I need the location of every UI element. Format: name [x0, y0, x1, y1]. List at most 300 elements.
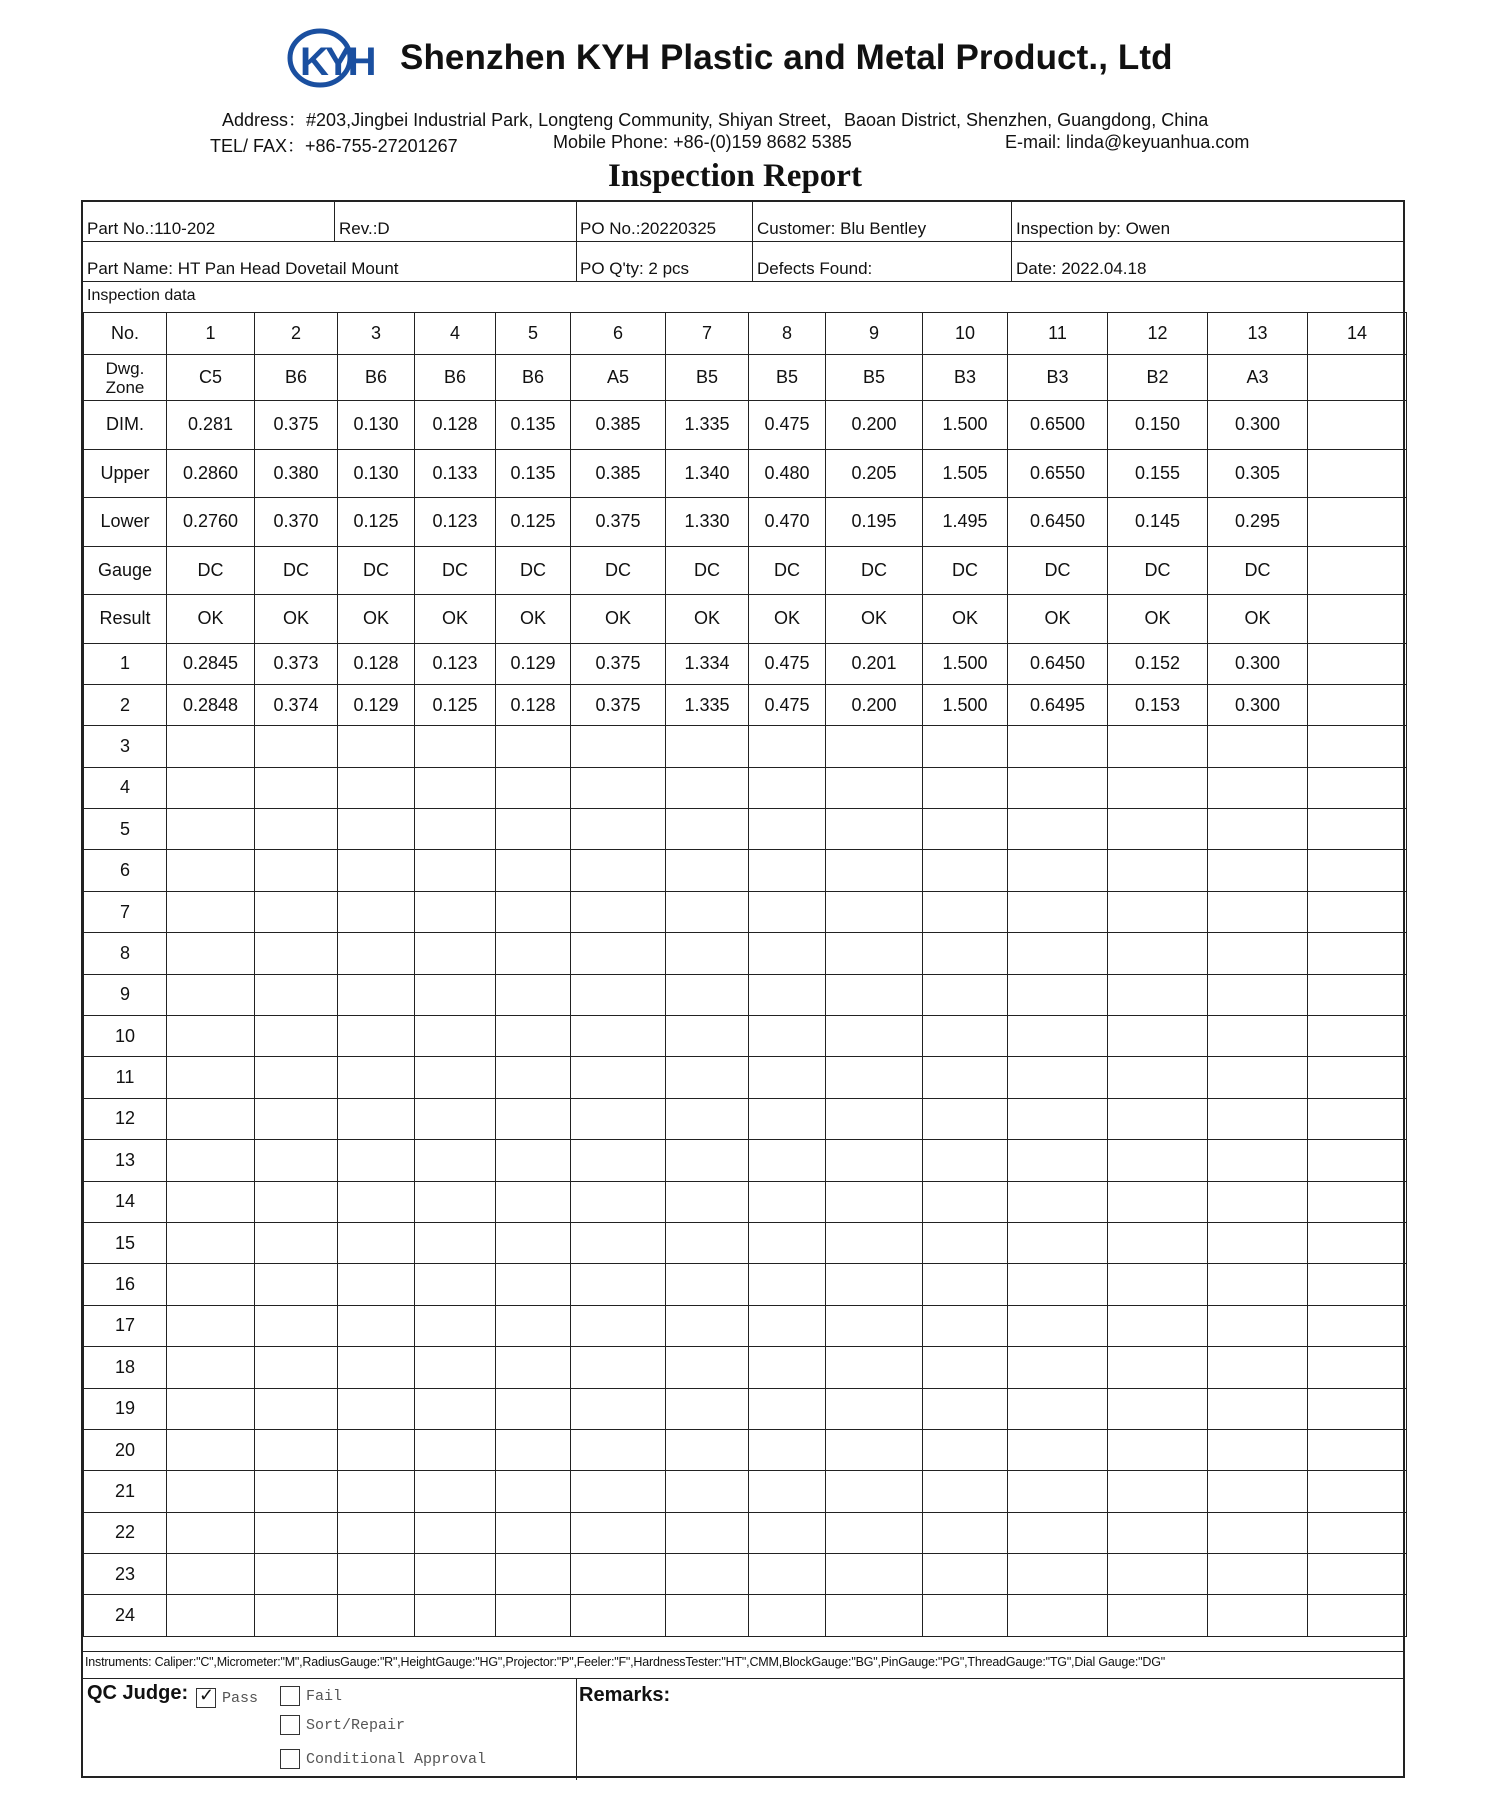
measurement-cell — [666, 1595, 749, 1636]
measurement-cell: 0.374 — [255, 684, 338, 725]
measurement-cell — [1308, 1016, 1407, 1057]
measurement-cell — [923, 809, 1008, 850]
part-name: Part Name: HT Pan Head Dovetail Mount — [87, 259, 399, 278]
measurement-cell — [749, 1429, 826, 1470]
spec-value-cell: DC — [571, 546, 666, 595]
measurement-cell — [749, 809, 826, 850]
measurement-cell — [749, 1016, 826, 1057]
divider — [334, 202, 335, 241]
measurement-cell — [255, 1181, 338, 1222]
measurement-cell — [571, 1057, 666, 1098]
measurement-cell — [255, 1554, 338, 1595]
measurement-cell: 0.129 — [338, 684, 415, 725]
table-row — [84, 1471, 1407, 1512]
measurement-cell — [338, 1388, 415, 1429]
table-row — [84, 643, 1407, 684]
measurement-cell — [749, 1181, 826, 1222]
po-number: PO No.:20220325 — [580, 219, 717, 238]
measurement-cell — [338, 850, 415, 891]
table-row — [84, 1140, 1407, 1181]
measurement-cell — [167, 1305, 255, 1346]
measurement-cell — [1308, 643, 1407, 684]
spec-value-cell: OK — [1008, 595, 1108, 644]
measurement-cell — [571, 1512, 666, 1553]
qc-judge-label: QC Judge: — [87, 1682, 189, 1704]
spec-value-cell: 1.495 — [923, 498, 1008, 547]
measurement-cell — [826, 767, 923, 808]
table-row — [84, 1429, 1407, 1470]
measurement-cell — [1108, 1181, 1208, 1222]
measurement-cell — [1108, 726, 1208, 767]
measurement-cell — [923, 974, 1008, 1015]
measurement-cell: 0.128 — [496, 684, 571, 725]
spec-value-cell — [1308, 595, 1407, 644]
measurement-cell — [338, 1098, 415, 1139]
instruments-legend: Instruments: Caliper:"C",Micrometer:"M",RadiusGauge:"R",HeightGauge:"HG",Projector:"P",Feeler:"F",HardnessTester:"HT",CMM,BlockGauge:"BG",PinGauge:"PG",ThreadGauge:"TG",Dial Gauge:"DG" — [85, 1655, 1165, 1669]
measurement-cell — [496, 1222, 571, 1263]
measurement-cell — [1008, 1554, 1108, 1595]
measurement-cell — [1008, 767, 1108, 808]
measurement-cell — [415, 1554, 496, 1595]
measurement-cell — [1108, 1098, 1208, 1139]
measurement-cell — [826, 1388, 923, 1429]
measurement-cell — [167, 1347, 255, 1388]
measurement-cell — [666, 1016, 749, 1057]
measurement-cell — [571, 933, 666, 974]
table-row — [84, 891, 1407, 932]
spec-value-cell: OK — [666, 595, 749, 644]
sample-number-cell: 15 — [84, 1222, 167, 1263]
measurement-cell — [1108, 974, 1208, 1015]
measurement-cell — [666, 767, 749, 808]
measurement-cell — [338, 1305, 415, 1346]
measurement-cell — [167, 1098, 255, 1139]
sort-repair-checkbox[interactable] — [280, 1715, 300, 1735]
measurement-cell — [167, 1554, 255, 1595]
measurement-cell — [1308, 1388, 1407, 1429]
measurement-cell: 1.500 — [923, 643, 1008, 684]
measurement-cell — [923, 726, 1008, 767]
spec-value-cell: B5 — [749, 355, 826, 401]
measurement-cell — [496, 1264, 571, 1305]
measurement-cell — [1208, 1098, 1308, 1139]
measurement-cell — [1208, 1264, 1308, 1305]
measurement-cell — [255, 1222, 338, 1263]
column-number-cell: 6 — [571, 313, 666, 355]
column-number-cell: 14 — [1308, 313, 1407, 355]
measurement-cell — [1108, 1347, 1208, 1388]
company-mobile: Mobile Phone: +86-(0)159 8682 5385 — [553, 132, 852, 152]
measurement-cell — [338, 1222, 415, 1263]
measurement-cell — [826, 1429, 923, 1470]
measurement-cell — [666, 850, 749, 891]
measurement-cell — [255, 974, 338, 1015]
measurement-cell — [923, 891, 1008, 932]
measurement-cell — [338, 933, 415, 974]
measurement-cell — [255, 933, 338, 974]
measurement-cell — [496, 1181, 571, 1222]
measurement-cell — [1108, 767, 1208, 808]
spec-row — [84, 498, 1407, 547]
measurement-cell — [415, 809, 496, 850]
spec-value-cell: 0.6500 — [1008, 401, 1108, 450]
measurement-cell — [1008, 891, 1108, 932]
spec-value-cell: OK — [571, 595, 666, 644]
measurement-cell — [1208, 1388, 1308, 1429]
sample-number-cell: 11 — [84, 1057, 167, 1098]
measurement-cell — [666, 891, 749, 932]
spec-value-cell: B3 — [1008, 355, 1108, 401]
measurement-cell — [666, 1512, 749, 1553]
measurement-cell — [826, 1471, 923, 1512]
measurement-cell — [826, 1264, 923, 1305]
spec-value-cell: C5 — [167, 355, 255, 401]
measurement-cell: 0.6495 — [1008, 684, 1108, 725]
measurement-cell — [1308, 1512, 1407, 1553]
measurement-cell — [749, 1098, 826, 1139]
measurement-cell — [571, 1471, 666, 1512]
measurement-cell — [749, 1057, 826, 1098]
measurement-cell — [1308, 1098, 1407, 1139]
spec-value-cell: OK — [923, 595, 1008, 644]
table-row — [84, 767, 1407, 808]
spec-value-cell: 0.300 — [1208, 401, 1308, 450]
row-label-cell: Result — [84, 595, 167, 644]
table-row — [84, 974, 1407, 1015]
measurement-cell — [826, 850, 923, 891]
spec-value-cell: DC — [666, 546, 749, 595]
kyh-logo-icon — [286, 28, 394, 88]
measurement-cell — [338, 891, 415, 932]
measurement-cell — [826, 1140, 923, 1181]
measurement-cell: 0.2845 — [167, 643, 255, 684]
measurement-cell — [571, 1181, 666, 1222]
pass-checkbox[interactable] — [196, 1685, 216, 1708]
measurement-cell — [826, 1098, 923, 1139]
measurement-cell — [1308, 1181, 1407, 1222]
sample-number-cell: 3 — [84, 726, 167, 767]
measurement-cell — [1008, 1016, 1108, 1057]
measurement-cell — [571, 1305, 666, 1346]
measurement-cell — [1208, 891, 1308, 932]
measurement-cell — [415, 891, 496, 932]
measurement-cell — [496, 1429, 571, 1470]
measurement-cell — [1108, 1471, 1208, 1512]
measurement-cell — [1208, 1181, 1308, 1222]
spec-row — [84, 355, 1407, 401]
spec-value-cell: DC — [496, 546, 571, 595]
measurement-cell — [1008, 1222, 1108, 1263]
sort-repair-label: Sort/Repair — [306, 1717, 406, 1734]
measurement-cell — [415, 1305, 496, 1346]
measurement-cell — [749, 974, 826, 1015]
measurement-cell: 1.334 — [666, 643, 749, 684]
spec-row — [84, 449, 1407, 498]
spec-value-cell: B6 — [496, 355, 571, 401]
table-row — [84, 1347, 1407, 1388]
table-row — [84, 1554, 1407, 1595]
measurement-cell — [1208, 1057, 1308, 1098]
measurement-cell: 0.6450 — [1008, 643, 1108, 684]
measurement-cell — [1108, 1595, 1208, 1636]
measurement-cell — [1008, 1140, 1108, 1181]
table-row — [84, 1222, 1407, 1263]
measurement-cell — [496, 1098, 571, 1139]
measurement-cell — [749, 1347, 826, 1388]
spec-value-cell: 0.370 — [255, 498, 338, 547]
measurement-cell — [923, 1388, 1008, 1429]
spec-value-cell: 1.335 — [666, 401, 749, 450]
row-label-cell: Gauge — [84, 546, 167, 595]
measurement-cell — [1308, 1140, 1407, 1181]
measurement-cell — [167, 767, 255, 808]
measurement-cell — [415, 1388, 496, 1429]
spec-value-cell: 0.200 — [826, 401, 923, 450]
measurement-cell — [1308, 684, 1407, 725]
measurement-cell — [749, 850, 826, 891]
measurement-cell — [826, 1554, 923, 1595]
spec-value-cell: 0.2760 — [167, 498, 255, 547]
letterhead — [0, 0, 1500, 200]
sample-number-cell: 5 — [84, 809, 167, 850]
measurement-cell — [749, 1512, 826, 1553]
sample-number-cell: 16 — [84, 1264, 167, 1305]
measurement-cell — [415, 1347, 496, 1388]
inspection-date: Date: 2022.04.18 — [1016, 259, 1147, 278]
measurement-cell — [496, 1057, 571, 1098]
spec-value-cell: B2 — [1108, 355, 1208, 401]
measurement-cell: 0.152 — [1108, 643, 1208, 684]
measurement-cell — [1208, 726, 1308, 767]
measurement-cell — [338, 1140, 415, 1181]
measurement-cell — [255, 809, 338, 850]
spec-value-cell: 0.130 — [338, 449, 415, 498]
measurement-cell — [666, 1554, 749, 1595]
measurement-cell — [1108, 1388, 1208, 1429]
measurement-cell — [415, 974, 496, 1015]
measurement-cell — [1208, 1305, 1308, 1346]
measurement-cell — [923, 1595, 1008, 1636]
po-quantity: PO Q'ty: 2 pcs — [580, 259, 690, 278]
measurement-cell — [415, 1057, 496, 1098]
measurement-cell — [571, 1388, 666, 1429]
spec-value-cell: 0.123 — [415, 498, 496, 547]
measurement-cell — [255, 1057, 338, 1098]
spec-value-cell: 1.505 — [923, 449, 1008, 498]
spec-value-cell: 0.195 — [826, 498, 923, 547]
measurement-cell: 0.2848 — [167, 684, 255, 725]
measurement-cell — [255, 850, 338, 891]
measurement-cell — [1308, 1222, 1407, 1263]
sample-number-cell: 22 — [84, 1512, 167, 1553]
sample-number-cell: 6 — [84, 850, 167, 891]
measurement-cell — [1308, 891, 1407, 932]
measurement-cell: 0.475 — [749, 684, 826, 725]
column-number-cell: 13 — [1208, 313, 1308, 355]
table-row — [84, 1512, 1407, 1553]
measurement-cell — [1008, 726, 1108, 767]
table-row — [84, 809, 1407, 850]
measurement-cell — [255, 1140, 338, 1181]
measurement-cell — [415, 1512, 496, 1553]
measurement-cell — [167, 1181, 255, 1222]
measurement-cell — [749, 1222, 826, 1263]
measurement-cell — [923, 1098, 1008, 1139]
row-label-cell: Lower — [84, 498, 167, 547]
measurement-cell — [571, 1429, 666, 1470]
measurement-cell — [1208, 1512, 1308, 1553]
measurement-cell — [1308, 1057, 1407, 1098]
measurement-cell — [571, 726, 666, 767]
spec-value-cell: 0.135 — [496, 401, 571, 450]
table-row — [84, 1181, 1407, 1222]
measurement-cell — [826, 933, 923, 974]
spec-value-cell — [1308, 355, 1407, 401]
measurement-cell — [571, 850, 666, 891]
table-row — [84, 1595, 1407, 1636]
spec-value-cell: 0.128 — [415, 401, 496, 450]
spec-value-cell: DC — [167, 546, 255, 595]
measurement-cell — [666, 1222, 749, 1263]
report-title: Inspection Report — [608, 158, 862, 194]
measurement-cell — [255, 726, 338, 767]
measurement-cell — [415, 933, 496, 974]
measurement-cell — [1308, 1554, 1407, 1595]
inspection-data-label: Inspection data — [87, 287, 196, 304]
measurement-cell — [826, 1512, 923, 1553]
divider — [83, 1651, 1403, 1652]
measurement-cell — [666, 726, 749, 767]
sample-number-cell: 4 — [84, 767, 167, 808]
spec-value-cell: DC — [749, 546, 826, 595]
measurement-cell — [571, 1264, 666, 1305]
measurement-cell — [1208, 809, 1308, 850]
measurement-cell — [167, 933, 255, 974]
column-number-cell: 8 — [749, 313, 826, 355]
remarks-label: Remarks: — [579, 1684, 671, 1706]
spec-value-cell: DC — [415, 546, 496, 595]
table-row — [84, 726, 1407, 767]
spec-value-cell: 1.340 — [666, 449, 749, 498]
measurement-cell — [1008, 974, 1108, 1015]
measurement-cell — [338, 726, 415, 767]
measurement-cell — [749, 1388, 826, 1429]
measurement-cell — [255, 767, 338, 808]
spec-value-cell: B6 — [338, 355, 415, 401]
measurement-cell — [1108, 891, 1208, 932]
measurement-cell — [338, 1347, 415, 1388]
measurement-cell — [666, 1098, 749, 1139]
sample-number-cell: 7 — [84, 891, 167, 932]
measurement-cell — [496, 1512, 571, 1553]
measurement-cell — [923, 1057, 1008, 1098]
measurement-cell — [1008, 1595, 1108, 1636]
fail-checkbox[interactable] — [280, 1686, 300, 1706]
measurement-cell — [338, 767, 415, 808]
measurement-cell — [923, 1512, 1008, 1553]
measurement-cell: 0.153 — [1108, 684, 1208, 725]
measurement-cell — [666, 1471, 749, 1512]
sample-number-cell: 20 — [84, 1429, 167, 1470]
measurement-cell — [255, 1264, 338, 1305]
measurement-cell — [1008, 850, 1108, 891]
row-label-cell: DIM. — [84, 401, 167, 450]
measurement-cell: 0.128 — [338, 643, 415, 684]
check-icon: ✓ — [199, 1685, 215, 1705]
spec-value-cell: OK — [496, 595, 571, 644]
part-number: Part No.:110-202 — [87, 219, 216, 238]
measurement-cell — [749, 1595, 826, 1636]
column-number-cell: 11 — [1008, 313, 1108, 355]
measurement-cell — [1308, 1595, 1407, 1636]
table-row — [84, 1057, 1407, 1098]
spec-value-cell: 1.330 — [666, 498, 749, 547]
spec-value-cell: 0.125 — [338, 498, 415, 547]
spec-value-cell: 0.475 — [749, 401, 826, 450]
measurement-cell — [167, 1264, 255, 1305]
measurement-cell — [826, 809, 923, 850]
measurement-cell — [1208, 974, 1308, 1015]
column-number-cell: 1 — [167, 313, 255, 355]
measurement-cell — [415, 1222, 496, 1263]
measurement-cell — [496, 974, 571, 1015]
column-number-cell: 9 — [826, 313, 923, 355]
measurement-cell — [1108, 1429, 1208, 1470]
measurement-cell — [749, 933, 826, 974]
measurement-cell — [923, 1347, 1008, 1388]
spec-value-cell: 0.2860 — [167, 449, 255, 498]
spec-value-cell: 0.375 — [571, 498, 666, 547]
spec-value-cell: OK — [1108, 595, 1208, 644]
sample-number-cell: 1 — [84, 643, 167, 684]
measurement-cell — [571, 1140, 666, 1181]
divider — [83, 241, 1403, 242]
sample-number-cell: 19 — [84, 1388, 167, 1429]
measurement-cell — [1008, 1429, 1108, 1470]
measurement-cell — [1008, 1347, 1108, 1388]
measurement-cell — [255, 891, 338, 932]
measurement-cell: 0.375 — [571, 684, 666, 725]
sample-number-cell: 23 — [84, 1554, 167, 1595]
spec-value-cell: A5 — [571, 355, 666, 401]
measurement-cell: 0.200 — [826, 684, 923, 725]
measurement-cell — [338, 1016, 415, 1057]
divider — [83, 281, 1403, 282]
sample-number-cell: 13 — [84, 1140, 167, 1181]
spec-value-cell: 0.155 — [1108, 449, 1208, 498]
measurement-cell — [666, 1057, 749, 1098]
spec-value-cell — [1308, 449, 1407, 498]
measurement-cell — [1108, 809, 1208, 850]
measurement-cell — [167, 1595, 255, 1636]
conditional-approval-checkbox[interactable] — [280, 1749, 300, 1769]
measurement-cell — [666, 1388, 749, 1429]
measurement-cell — [496, 1347, 571, 1388]
measurement-cell — [923, 1016, 1008, 1057]
measurement-cell — [571, 809, 666, 850]
measurement-cell — [749, 726, 826, 767]
measurement-cell — [1108, 1140, 1208, 1181]
measurement-cell — [666, 1181, 749, 1222]
measurement-cell — [496, 891, 571, 932]
measurement-cell — [496, 1471, 571, 1512]
measurement-cell — [167, 1016, 255, 1057]
measurement-cell — [338, 1512, 415, 1553]
spec-value-cell: DC — [1208, 546, 1308, 595]
measurement-cell — [1008, 933, 1108, 974]
no-header-cell: No. — [84, 313, 167, 355]
table-header-row — [84, 313, 1407, 355]
